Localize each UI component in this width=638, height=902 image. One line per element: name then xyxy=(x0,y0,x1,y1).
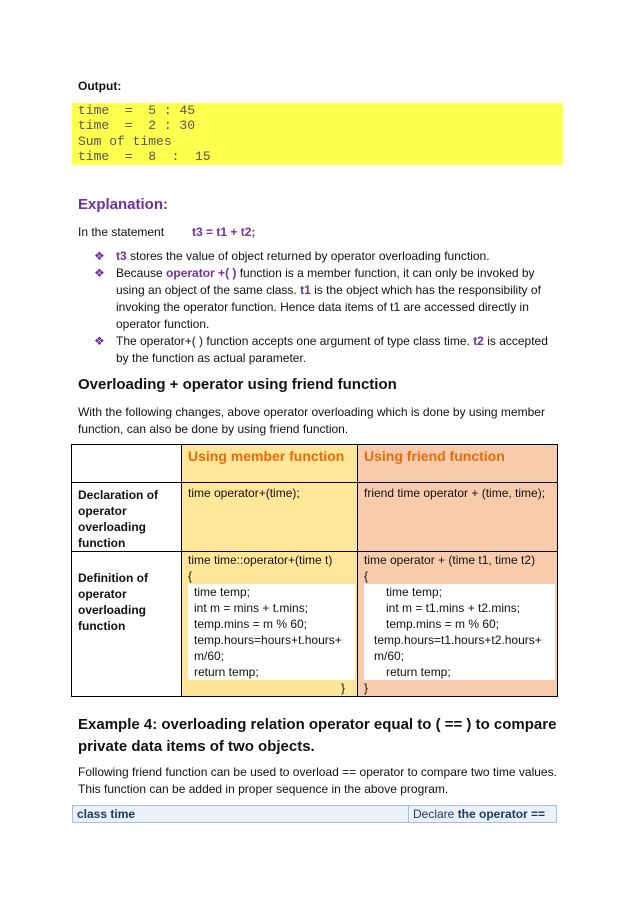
bullet-text: function is a member function, it can only be invoked by using an object of the same class. xyxy=(116,266,535,297)
code-line: int m = mins + t.mins; xyxy=(194,601,309,615)
bullet-text: is accepted by the function as actual parameter. xyxy=(116,334,548,365)
bullet-text: is the object which has the responsibility of invoking the operator function. Hence data items of t1 are accessed directly in operator function. xyxy=(116,283,541,331)
code-body xyxy=(364,584,555,680)
code-line: return temp; xyxy=(194,665,259,679)
column-header-member: Using member function xyxy=(182,445,358,483)
diamond-bullet-icon: ❖ xyxy=(94,249,105,263)
section-paragraph: With the following changes, above operator overloading which is done by using member function, can also be done by using friend function. xyxy=(78,405,545,436)
row-label-definition: Definition of operator overloading function xyxy=(72,552,182,697)
definition-friend xyxy=(358,552,558,697)
bullet-text: The operator+( ) function accepts one argument of type class time. xyxy=(116,334,474,348)
code-line: temp.mins = m % 60; xyxy=(386,617,500,631)
class-time-cell: class time xyxy=(77,807,136,821)
code-line: time operator + (time t1, time t2) xyxy=(364,553,536,567)
declaration-friend: friend time operator + (time, time); xyxy=(358,483,558,552)
comparison-table xyxy=(71,444,558,697)
code-line: time temp; xyxy=(194,585,251,599)
code-line: time time::operator+(time t) xyxy=(188,553,333,567)
example-paragraph: Following friend function can be used to overload == operator to compare two time values. This function can be added in proper sequence in the above program. xyxy=(78,765,557,796)
code-line: return temp; xyxy=(386,665,451,679)
inline-code: t1 xyxy=(300,283,311,297)
inline-code: operator +( ) xyxy=(166,266,237,280)
output-code-block xyxy=(72,103,563,165)
bullet-item xyxy=(94,333,562,367)
output-line: time = 8 : 15 xyxy=(78,149,211,164)
output-line: time = 5 : 45 xyxy=(78,103,196,118)
code-line: int m = t1.mins + t2.mins; xyxy=(386,601,521,615)
explanation-bullets xyxy=(94,248,562,367)
bullet-text: stores the value of object returned by operator overloading function. xyxy=(126,249,490,263)
section-title: Overloading + operator using friend function xyxy=(78,376,397,393)
statement-label: In the statement xyxy=(78,225,165,239)
declaration-member: time operator+(time); xyxy=(182,483,358,552)
code-line: { xyxy=(364,569,369,583)
explanation-heading: Explanation: xyxy=(78,196,169,213)
code-table-header-row xyxy=(72,805,557,823)
inline-code: t2 xyxy=(473,334,484,348)
example-title: Example 4: overloading relation operator equal to ( == ) to compare private data items of two objects. xyxy=(78,716,557,755)
column-header-friend: Using friend function xyxy=(358,445,558,483)
cell-divider xyxy=(408,806,409,822)
code-line: { xyxy=(188,569,193,583)
output-label: Output: xyxy=(78,79,122,93)
code-line: temp.hours=hours+t.hours+m/60; xyxy=(194,633,342,663)
code-body xyxy=(188,584,355,680)
statement-code: t3 = t1 + t2; xyxy=(192,225,256,239)
table-corner-cell xyxy=(72,445,182,483)
bullet-text: Because xyxy=(116,266,167,280)
declare-operator-cell: Declare the operator == xyxy=(413,807,546,821)
code-line: } xyxy=(340,681,345,695)
bullet-item xyxy=(94,248,562,265)
row-label-declaration: Declaration of operator overloading function xyxy=(72,483,182,552)
bullet-item xyxy=(94,265,562,333)
output-line: time = 2 : 30 xyxy=(78,118,196,133)
definition-member xyxy=(182,552,358,697)
diamond-bullet-icon: ❖ xyxy=(94,334,105,348)
diamond-bullet-icon: ❖ xyxy=(94,266,105,280)
code-line: temp.mins = m % 60; xyxy=(194,617,308,631)
code-line: } xyxy=(364,681,369,695)
inline-code: t3 xyxy=(116,249,127,263)
code-line: time temp; xyxy=(386,585,443,599)
output-line: Sum of times xyxy=(78,134,172,149)
code-line: temp.hours=t1.hours+t2.hours+m/60; xyxy=(374,633,542,663)
